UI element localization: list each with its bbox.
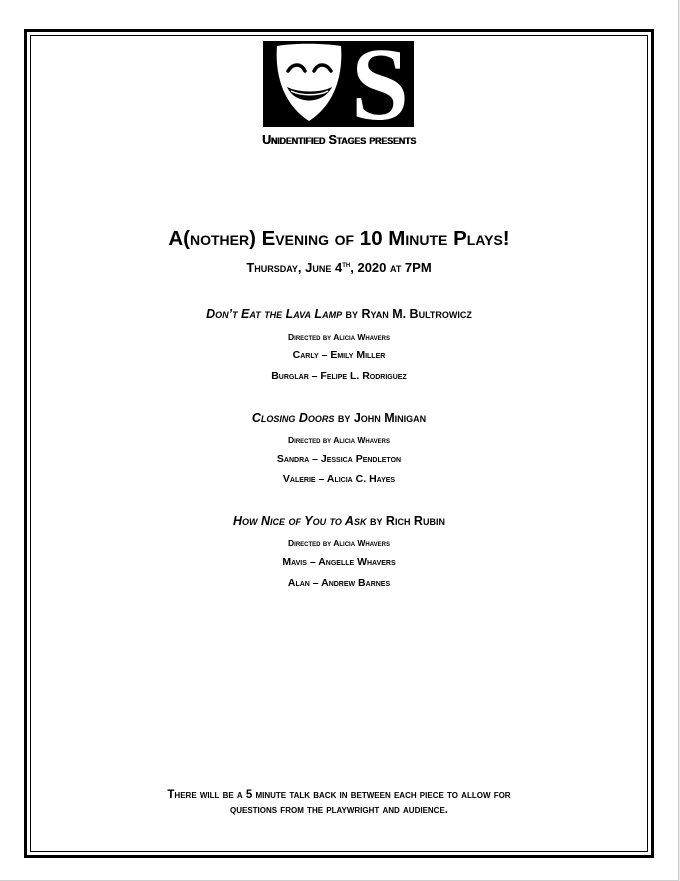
play-3-cast-2: Alan – Andrew Barnes: [287, 577, 391, 589]
play-3-cast-1: Mavis – Angelle Whavers: [282, 556, 396, 568]
theatre-mask-logo: [263, 41, 414, 127]
play-2-cast-2: Valerie – Alicia C. Hayes: [282, 473, 396, 485]
play-1-cast-2: Burglar – Felipe L. Rodriguez: [271, 370, 407, 382]
play-3-director: Directed by Alicia Whavers: [288, 538, 390, 548]
talkback-note: There will be a 5 minute talk back in between each piece to allow for questions from the playwright and audience.: [167, 789, 511, 816]
event-title: A(nother) Evening of 10 Minute Plays!: [168, 227, 510, 250]
logo-letter: S: [351, 41, 409, 127]
play-2-director: Directed by Alicia Whavers: [288, 435, 390, 445]
play-1-cast-1: Carly – Emily Miller: [292, 349, 386, 361]
play-3-title: How Nice of You to Ask by Rich Rubin: [233, 514, 445, 528]
presents-line: Unidentified Stages presents: [261, 133, 417, 147]
event-date: Thursday, June 4th, 2020 at 7PM: [246, 260, 432, 275]
play-2-title: Closing Doors by John Minigan: [251, 411, 427, 425]
play-2-cast-1: Sandra – Jessica Pendleton: [276, 453, 402, 465]
play-1-title: Don’t Eat the Lava Lamp by Ryan M. Bultrowicz: [206, 307, 472, 321]
play-1-director: Directed by Alicia Whavers: [288, 332, 390, 342]
